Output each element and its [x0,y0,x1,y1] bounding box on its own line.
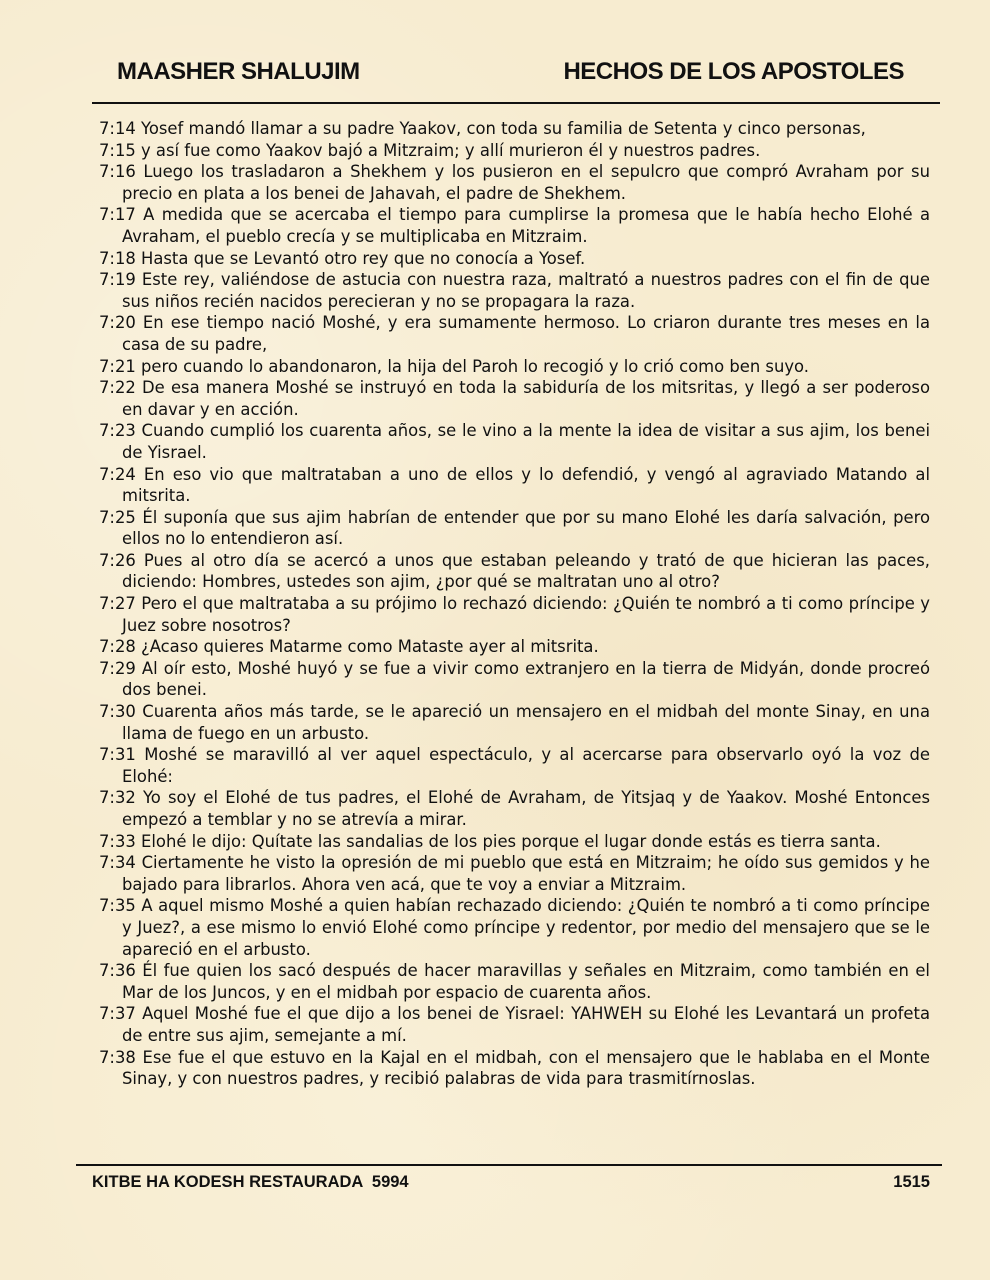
verse: 7:19 Este rey, valiéndose de astucia con nuestra raza, maltrató a nuestros padres con el fin de que sus niños recién nacidos perecieran y no se propagara la raza. [99,270,930,311]
verse: 7:16 Luego los trasladaron a Shekhem y los pusieron en el sepulcro que compró Avraham por su precio en plata a los benei de Jahavah, el padre de Shekhem. [99,162,930,203]
verse: 7:31 Moshé se maravilló al ver aquel espectáculo, y al acercarse para observarlo oyó la voz de Elohé: [99,745,930,786]
page-footer [76,1164,942,1206]
verse: 7:14 Yosef mandó llamar a su padre Yaakov, con toda su familia de Setenta y cinco personas, [99,119,866,138]
verse: 7:21 pero cuando lo abandonaron, la hija del Paroh lo recogió y lo crió como ben suyo. [99,356,809,376]
verse: 7:15 y así fue como Yaakov bajó a Mitzraim; y allí murieron él y nuestros padres. [99,140,761,160]
verse-list [99,118,930,1090]
verse: 7:32 Yo soy el Elohé de tus padres, el Elohé de Avraham, de Yitsjaq y de Yaakov. Moshé Entonces empezó a temblar y no se atrevía a mirar. [99,788,930,829]
verse: 7:20 En ese tiempo nació Moshé, y era sumamente hermoso. Lo criaron durante tres meses en la casa de su padre, [99,313,930,354]
verse: 7:17 A medida que se acercaba el tiempo para cumplirse la promesa que le había hecho Elohé a Avraham, el pueblo crecía y se multiplicaba en Mitzraim. [99,205,930,246]
verse: 7:33 Elohé le dijo: Quítate las sandalias de los pies porque el lugar donde estás es tierra santa. [99,831,881,851]
header-right-title: HECHOS DE LOS APOSTOLES [563,58,904,85]
verse: 7:29 Al oír esto, Moshé huyó y se fue a vivir como extranjero en la tierra de Midyán, donde procreó dos benei. [99,658,930,700]
verse: 7:26 Pues al otro día se acercó a unos que estaban peleando y trató de que hicieran las paces, diciendo: Hombres, ustedes son ajim, ¿por qué se maltratan uno al otro? [99,550,930,592]
verse: 7:37 Aquel Moshé fue el que dijo a los benei de Yisrael: YAHWEH su Elohé les Levantará un profeta de entre sus ajim, semejante a mí. [99,1004,930,1045]
verse: 7:22 De esa manera Moshé se instruyó en toda la sabiduría de los mitsritas, y llegó a ser poderoso en davar y en acción. [99,378,930,419]
footer-book-title: KITBE HA KODESH RESTAURADA 5994 [92,1173,409,1191]
page-number: 1515 [893,1173,930,1191]
verse: 7:25 Él suponía que sus ajim habrían de entender que por su mano Elohé les daría salvación, pero ellos no lo entendieron así. [99,507,930,549]
header-left-title: MAASHER SHALUJIM [117,58,360,85]
verse: 7:36 Él fue quien los sacó después de hacer maravillas y señales en Mitzraim, como también en el Mar de los Juncos, y en el midbah por espacio de cuarenta años. [99,961,930,1002]
verse: 7:34 Ciertamente he visto la opresión de mi pueblo que está en Mitzraim; he oído sus gemidos y he bajado para librarlos. Ahora ven acá, que te voy a enviar a Mitzraim. [99,853,930,894]
verse: 7:18 Hasta que se Levantó otro rey que no conocía a Yosef. [99,248,586,268]
verse: 7:28 ¿Acaso quieres Matarme como Mataste ayer al mitsrita. [99,637,599,657]
verse: 7:23 Cuando cumplió los cuarenta años, se le vino a la mente la idea de visitar a sus ajim, los benei de Yisrael. [99,421,930,462]
page-header [92,58,940,104]
verse: 7:27 Pero el que maltrataba a su prójimo lo rechazó diciendo: ¿Quién te nombró a ti como príncipe y Juez sobre nosotros? [99,594,930,635]
verse: 7:38 Ese fue el que estuvo en la Kajal en el midbah, con el mensajero que le hablaba en el Monte Sinay, y con nuestros padres, y recibió palabras de vida para trasmitírnoslas. [99,1047,930,1089]
verse: 7:30 Cuarenta años más tarde, se le apareció un mensajero en el midbah del monte Sinay, en una llama de fuego en un arbusto. [99,702,930,743]
verse: 7:24 En eso vio que maltrataban a uno de ellos y lo defendió, y vengó al agraviado Matando al mitsrita. [99,464,930,506]
verse: 7:35 A aquel mismo Moshé a quien habían rechazado diciendo: ¿Quién te nombró a ti como príncipe y Juez?, a ese mismo lo envió Elohé como príncipe y redentor, por medio del mensajero que se le apareció en el arbusto. [99,896,930,959]
